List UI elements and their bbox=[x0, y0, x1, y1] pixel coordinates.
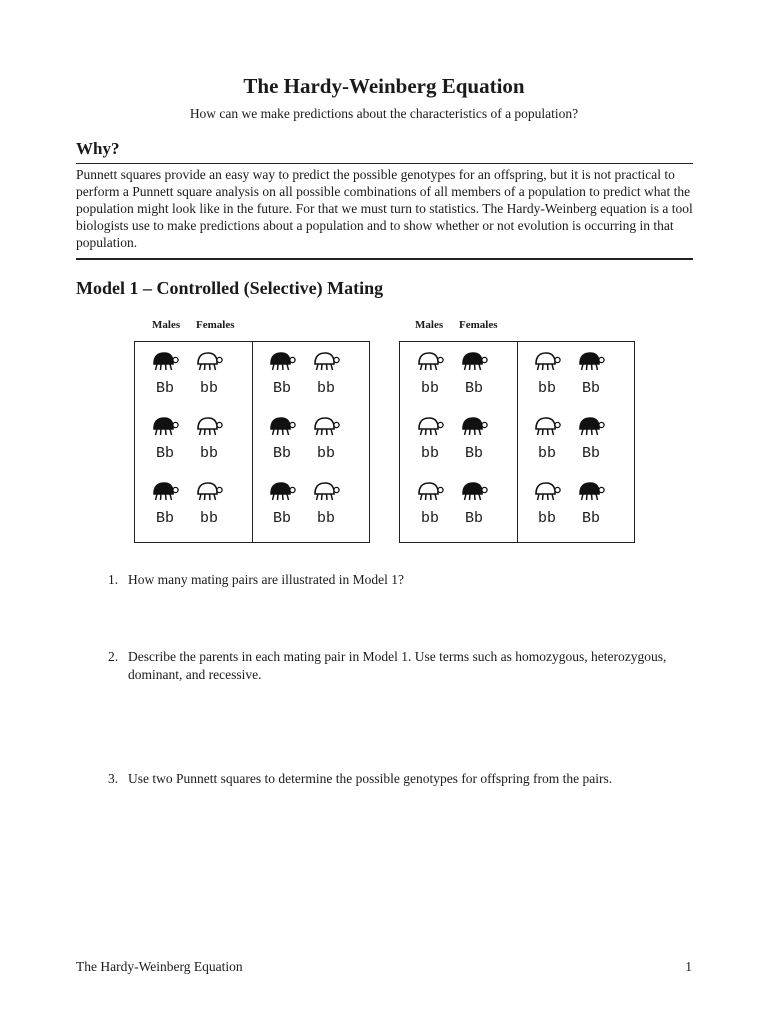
female-genotype-label: Bb bbox=[464, 510, 483, 527]
beetle-icon bbox=[151, 415, 179, 437]
beetle-icon bbox=[312, 415, 340, 437]
male-genotype-label: bb bbox=[420, 510, 439, 527]
question-3 bbox=[108, 770, 693, 788]
female-genotype-label: Bb bbox=[581, 445, 600, 462]
mating-pairs-box-1 bbox=[134, 341, 370, 543]
beetle-icon bbox=[312, 480, 340, 502]
male-genotype-label: bb bbox=[537, 510, 556, 527]
question-number: 3. bbox=[108, 771, 119, 786]
question-2 bbox=[108, 648, 693, 684]
mating-pairs-box-2 bbox=[399, 341, 635, 543]
female-genotype-label: bb bbox=[316, 380, 335, 397]
box-divider bbox=[252, 342, 253, 542]
female-genotype-label: bb bbox=[199, 380, 218, 397]
model-1-heading: Model 1 – Controlled (Selective) Mating bbox=[76, 278, 384, 298]
beetle-icon bbox=[416, 415, 444, 437]
male-genotype-label: Bb bbox=[272, 510, 291, 527]
box-divider bbox=[517, 342, 518, 542]
male-genotype-label: Bb bbox=[272, 445, 291, 462]
page-number: 1 bbox=[685, 959, 692, 974]
female-genotype-label: Bb bbox=[581, 380, 600, 397]
beetle-icon bbox=[460, 480, 488, 502]
beetle-icon bbox=[195, 480, 223, 502]
question-text: Use two Punnett squares to determine the possible genotypes for offspring from the pairs. bbox=[128, 771, 613, 786]
beetle-icon bbox=[312, 350, 340, 372]
male-genotype-label: bb bbox=[537, 445, 556, 462]
male-genotype-label: Bb bbox=[155, 380, 174, 397]
male-genotype-label: bb bbox=[420, 380, 439, 397]
page-subtitle: How can we make predictions about the characteristics of a population? bbox=[189, 106, 579, 121]
male-genotype-label: Bb bbox=[272, 380, 291, 397]
female-genotype-label: Bb bbox=[581, 510, 600, 527]
beetle-icon bbox=[151, 480, 179, 502]
beetle-icon bbox=[577, 350, 605, 372]
beetle-icon bbox=[195, 350, 223, 372]
male-genotype-label: Bb bbox=[155, 510, 174, 527]
footer-title: The Hardy-Weinberg Equation bbox=[76, 959, 243, 974]
why-heading: Why? bbox=[76, 139, 120, 158]
female-genotype-label: bb bbox=[316, 445, 335, 462]
group1-males-header: Males bbox=[152, 319, 181, 331]
male-genotype-label: bb bbox=[537, 380, 556, 397]
beetle-icon bbox=[533, 480, 561, 502]
male-genotype-label: Bb bbox=[155, 445, 174, 462]
why-paragraph: Punnett squares provide an easy way to predict the possible genotypes for an offspring, but it is not practical to perform a Punnett square analysis on all possible combinations of all members of a population to predict what the population might look like in the future. For that we must turn to statistics. The Hardy-Weinberg equation is a tool biologists use to make predictions about a population and to show whether or not evolution is occurring in that population. bbox=[76, 167, 693, 250]
question-number: 2. bbox=[108, 649, 119, 664]
beetle-icon bbox=[416, 350, 444, 372]
question-number: 1. bbox=[108, 572, 119, 587]
question-1 bbox=[108, 571, 693, 589]
beetle-icon bbox=[151, 350, 179, 372]
beetle-icon bbox=[268, 480, 296, 502]
beetle-icon bbox=[577, 415, 605, 437]
male-genotype-label: bb bbox=[420, 445, 439, 462]
group1-females-header: Females bbox=[196, 319, 235, 331]
beetle-icon bbox=[577, 480, 605, 502]
group2-females-header: Females bbox=[459, 319, 498, 331]
female-genotype-label: bb bbox=[199, 445, 218, 462]
beetle-icon bbox=[268, 415, 296, 437]
female-genotype-label: bb bbox=[316, 510, 335, 527]
beetle-icon bbox=[268, 350, 296, 372]
question-text: How many mating pairs are illustrated in Model 1? bbox=[128, 572, 404, 587]
beetle-icon bbox=[195, 415, 223, 437]
beetle-icon bbox=[416, 480, 444, 502]
beetle-icon bbox=[533, 415, 561, 437]
beetle-icon bbox=[533, 350, 561, 372]
question-text: Describe the parents in each mating pair in Model 1. Use terms such as homozygous, heterozygous, dominant, and recessive. bbox=[128, 649, 667, 682]
female-genotype-label: bb bbox=[199, 510, 218, 527]
section-rule bbox=[76, 163, 693, 164]
female-genotype-label: Bb bbox=[464, 380, 483, 397]
female-genotype-label: Bb bbox=[464, 445, 483, 462]
beetle-icon bbox=[460, 415, 488, 437]
beetle-icon bbox=[460, 350, 488, 372]
group2-males-header: Males bbox=[415, 319, 444, 331]
section-rule-bottom bbox=[76, 258, 693, 260]
page-title: The Hardy-Weinberg Equation bbox=[243, 74, 525, 98]
